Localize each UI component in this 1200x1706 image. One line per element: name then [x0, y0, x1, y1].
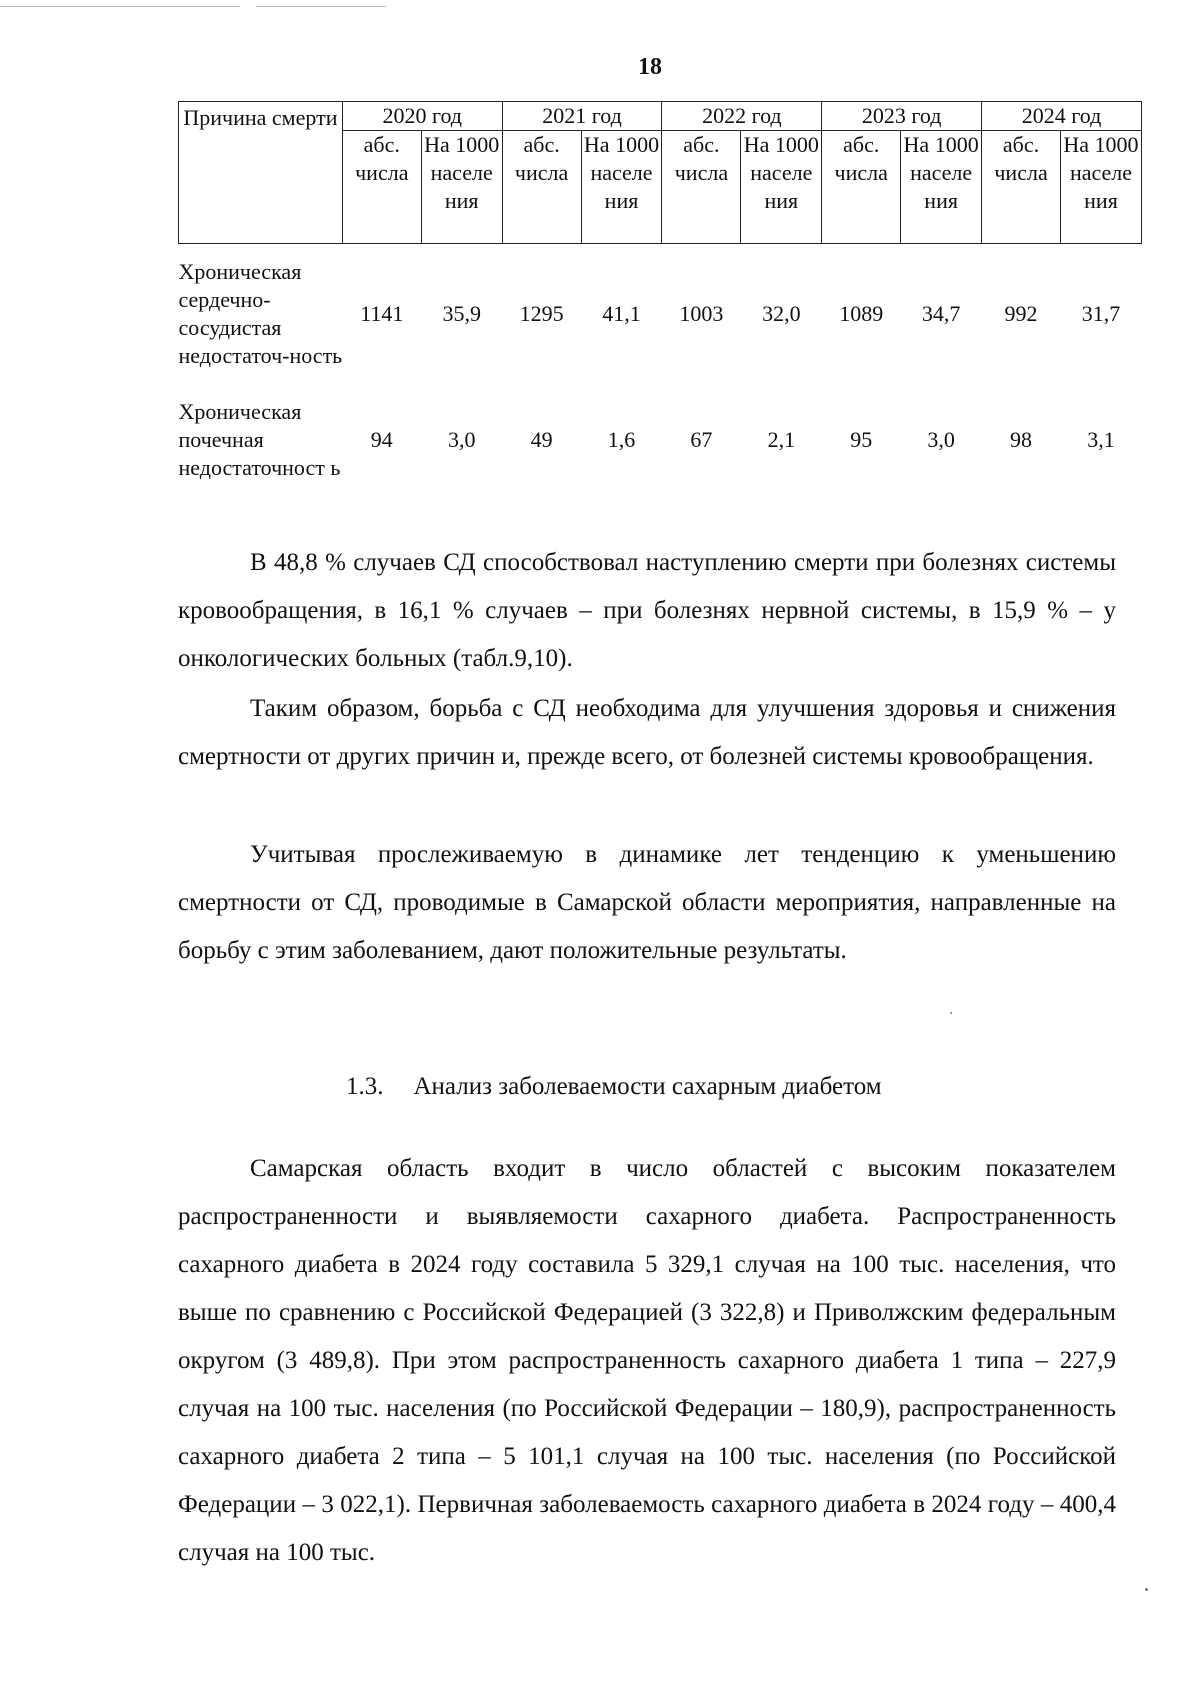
cell-value: 3,0: [927, 427, 955, 452]
cell-value: 1,6: [607, 427, 636, 452]
cell-value: 67: [690, 427, 713, 452]
scan-artifact-line: [0, 6, 240, 7]
cell-value: 3,0: [447, 427, 476, 452]
header-per1000: На 1000 населе ния: [1060, 131, 1141, 244]
cell-value: 49: [530, 427, 553, 452]
header-per1000: На 1000 населе ния: [421, 131, 502, 244]
header-abs: абс. числа: [982, 131, 1061, 244]
mortality-table: [178, 101, 1142, 496]
scan-speck: [950, 1012, 952, 1014]
header-per1000: На 1000 населе ния: [581, 131, 662, 244]
cell-value: 1089: [839, 301, 884, 326]
page-number: 18: [638, 54, 662, 80]
cell-value: 35,9: [442, 301, 481, 326]
paragraph-prevalence: Самарская область входит в число областей с высоким показателем распространенности и выявляемости сахарного диабета. Распространенность сахарного диабета в 2024 году составила 5 329,1 случая на 100 тыс. населения, что выше по сравнению с Российской Федерацией (3 322,8) и Приволжским федеральным округом (3 489,8). При этом распространенность сахарного диабета 1 типа – 227,9 случая на 100 тыс. населения (по Российской Федерации – 180,9), распространенность сахарного диабета 2 типа – 5 101,1 случая на 100 тыс. населения (по Российской Федерации – 3 022,1). Первичная заболеваемость сахарного диабета в 2024 году – 400,4 случая на 100 тыс.: [178, 1155, 1116, 1566]
header-abs: абс. числа: [342, 131, 421, 244]
row-cause: Хроническая почечная недостаточност ь: [178, 399, 341, 480]
header-year-2023: 2023 год: [822, 102, 982, 131]
header-per1000: На 1000 населе ния: [901, 131, 982, 244]
cell-value: 2,1: [767, 427, 796, 452]
cell-value: 32,0: [762, 301, 801, 326]
section-heading: [346, 1073, 882, 1101]
section-title: Анализ заболеваемости сахарным диабетом: [413, 1073, 882, 1100]
paragraph-sd-contribution: В 48,8 % случаев СД способствовал наступлению смерти при болезнях системы кровообращения, в 16,1 % случаев – при болезнях нервной системы, в 15,9 % – у онкологических больных (табл.9,10).: [178, 549, 1116, 672]
cell-value: 1141: [360, 301, 404, 326]
cell-value: 98: [1010, 427, 1033, 452]
section-number: 1.3.: [346, 1073, 384, 1100]
cell-value: 95: [850, 427, 873, 452]
header-per1000: На 1000 населе ния: [741, 131, 822, 244]
header-year-2024: 2024 год: [982, 102, 1142, 131]
cell-value: 41,1: [602, 301, 641, 326]
table-row: [179, 244, 1142, 385]
header-abs: абс. числа: [822, 131, 901, 244]
cell-value: 992: [1004, 301, 1038, 326]
header-abs: абс. числа: [502, 131, 581, 244]
table-row: [179, 384, 1142, 496]
header-year-2022: 2022 год: [662, 102, 822, 131]
cell-value: 34,7: [921, 301, 961, 326]
scan-artifact-line: [256, 6, 386, 7]
paragraph-trend: Учитывая прослеживаемую в динамике лет тенденцию к уменьшению смертности от СД, проводимые в Самарской области мероприятия, направленные на борьбу с этим заболеванием, дают положительные результаты.: [178, 841, 1116, 964]
header-year-2020: 2020 год: [342, 102, 502, 131]
cell-value: 31,7: [1081, 301, 1121, 326]
row-cause: Хроническая сердечно-сосудистая недостаточ-ность: [178, 259, 343, 368]
paragraph-conclusion: Таким образом, борьба с СД необходима для улучшения здоровья и снижения смертности от других причин и, прежде всего, от болезней системы кровообращения.: [178, 695, 1116, 770]
scan-speck: [1145, 1588, 1148, 1591]
cell-value: 1295: [519, 301, 564, 326]
header-cause: Причина смерти: [179, 102, 343, 244]
cell-value: 3,1: [1087, 427, 1115, 452]
cell-value: 94: [370, 427, 393, 452]
header-abs: абс. числа: [662, 131, 741, 244]
cell-value: 1003: [679, 301, 724, 326]
header-year-2021: 2021 год: [502, 102, 662, 131]
